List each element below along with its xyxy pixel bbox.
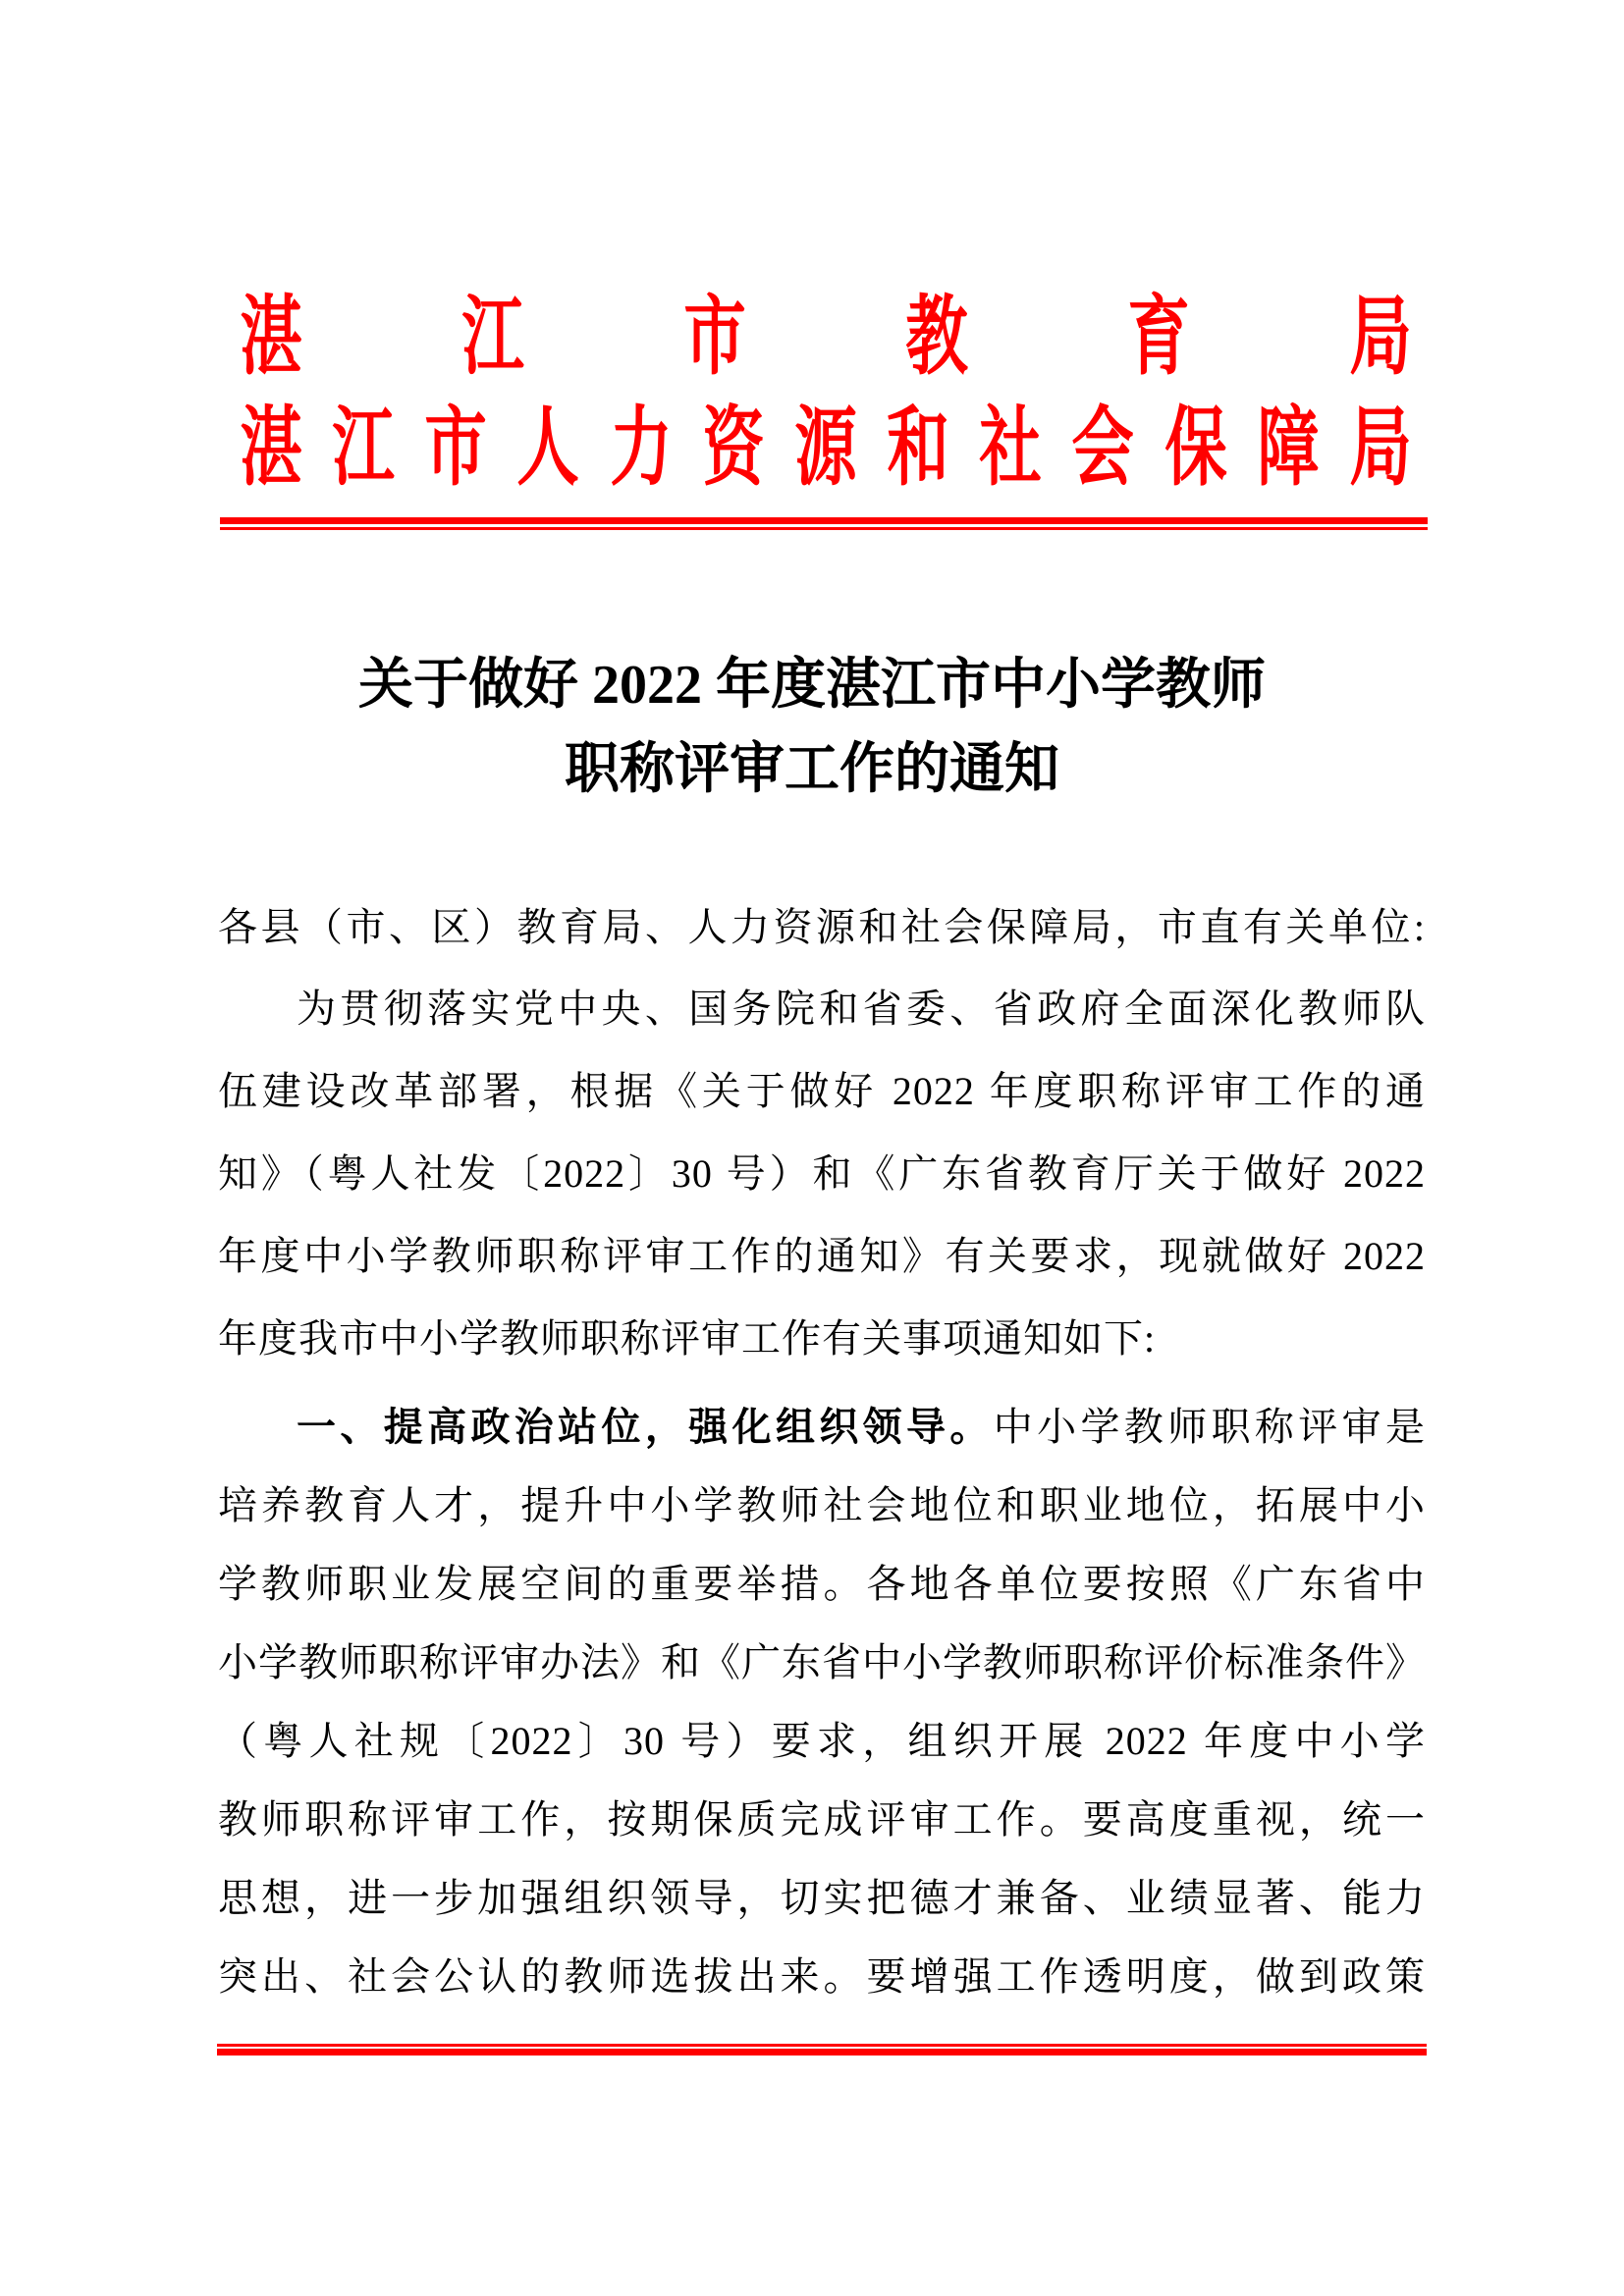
document-title-line-2: 职称评审工作的通知 bbox=[565, 739, 1059, 800]
paragraph-line: 思想，进一步加强组织领导，切实把德才兼备、业绩显著、能力 bbox=[218, 1876, 1426, 1920]
paragraph-line: 知》（粤人社发〔2022〕30 号）和《广东省教育厅关于做好 2022 bbox=[218, 1151, 1426, 1196]
section-1-first-line bbox=[297, 1404, 1426, 1451]
footer-rule-thick bbox=[217, 2049, 1427, 2056]
letterhead-char: 江 bbox=[332, 396, 395, 498]
letterhead-char: 市 bbox=[683, 285, 746, 387]
letterhead-education-bureau bbox=[228, 285, 1424, 387]
paragraph-line: 年度我市中小学教师职称评审工作有关事项通知如下: bbox=[218, 1316, 1157, 1361]
letterhead-rule-thick bbox=[220, 517, 1428, 524]
letterhead-char: 资 bbox=[702, 396, 765, 498]
letterhead-char: 和 bbox=[887, 396, 949, 498]
footer-rule-thin bbox=[217, 2044, 1427, 2047]
salutation: 各县（市、区）教育局、人力资源和社会保障局，市直有关单位: bbox=[218, 905, 1426, 949]
paragraph-line: 为贯彻落实党中央、国务院和省委、省政府全面深化教师队 bbox=[297, 987, 1426, 1031]
paragraph-line: 年度中小学教师职称评审工作的通知》有关要求，现就做好 2022 bbox=[218, 1234, 1426, 1278]
paragraph-line: 伍建设改革部署，根据《关于做好 2022 年度职称评审工作的通 bbox=[218, 1069, 1426, 1113]
letterhead-char: 人 bbox=[516, 396, 580, 498]
letterhead-char: 社 bbox=[979, 396, 1042, 498]
letterhead-rule-thin bbox=[220, 527, 1428, 530]
document-title-line-1: 关于做好 2022 年度湛江市中小学教师 bbox=[358, 655, 1266, 716]
paragraph-line: 小学教师职称评审办法》和《广东省中小学教师职称评价标准条件》 bbox=[218, 1640, 1426, 1684]
section-1-heading: 一、提高政治站位，强化组织领导。 bbox=[297, 1405, 994, 1450]
paragraph-line: 培养教育人才，提升中小学教师社会地位和职业地位，拓展中小 bbox=[218, 1483, 1426, 1527]
paragraph-line: （粤人社规〔2022〕30 号）要求，组织开展 2022 年度中小学 bbox=[218, 1719, 1426, 1763]
paragraph-line: 学教师职业发展空间的重要举措。各地各单位要按照《广东省中 bbox=[218, 1562, 1426, 1606]
letterhead-hr-bureau bbox=[228, 396, 1424, 498]
letterhead-char: 源 bbox=[794, 396, 857, 498]
paragraph-line: 突出、社会公认的教师选拔出来。要增强工作透明度，做到政策 bbox=[218, 1954, 1426, 1999]
letterhead-char: 湛 bbox=[240, 285, 302, 387]
letterhead-char: 湛 bbox=[240, 396, 302, 498]
letterhead-char: 局 bbox=[1349, 285, 1412, 387]
letterhead-char: 局 bbox=[1349, 396, 1412, 498]
letterhead-char: 育 bbox=[1127, 285, 1190, 387]
letterhead-char: 江 bbox=[461, 285, 524, 387]
section-1-first-line-text: 中小学教师职称评审是 bbox=[993, 1405, 1427, 1449]
letterhead-char: 障 bbox=[1257, 396, 1320, 498]
letterhead-char: 保 bbox=[1164, 396, 1227, 498]
paragraph-line: 教师职称评审工作，按期保质完成评审工作。要高度重视，统一 bbox=[218, 1797, 1426, 1842]
letterhead-char: 教 bbox=[905, 285, 968, 387]
letterhead-char: 力 bbox=[609, 396, 673, 498]
letterhead-char: 市 bbox=[424, 396, 488, 498]
letterhead-char: 会 bbox=[1071, 396, 1135, 498]
